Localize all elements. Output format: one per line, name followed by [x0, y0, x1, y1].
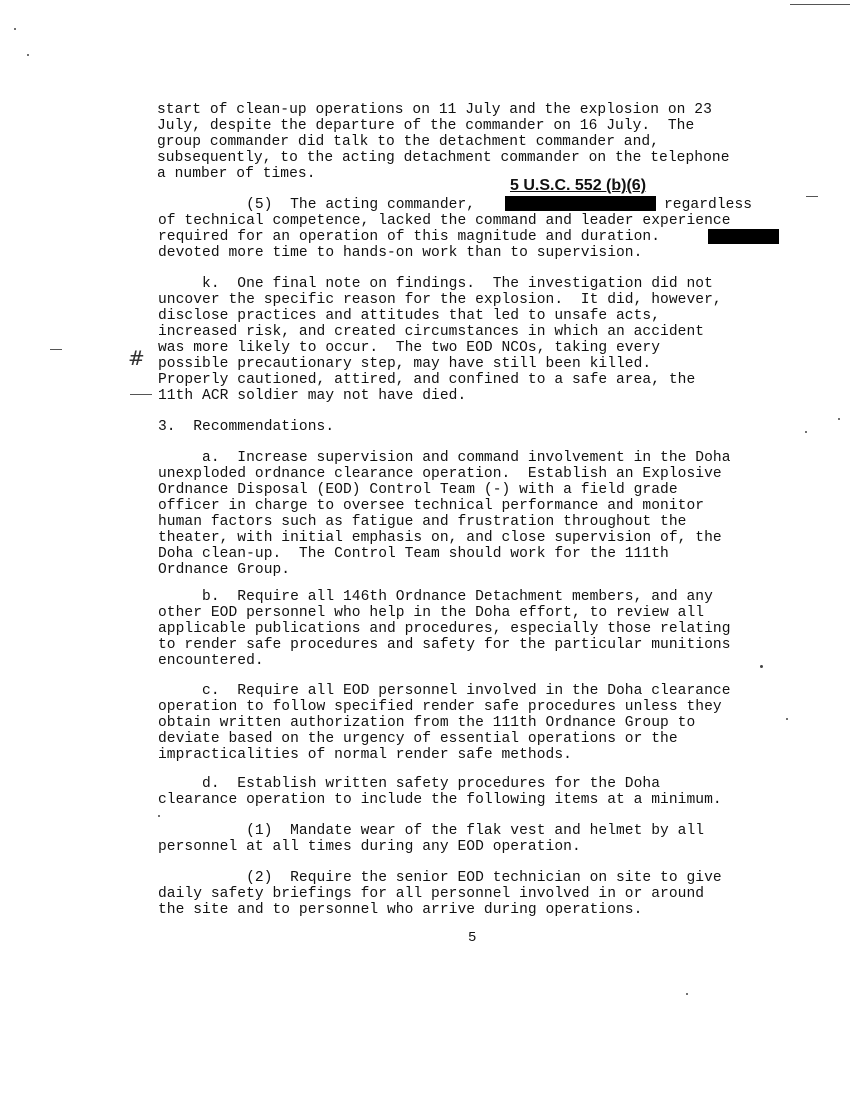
text-line: (5) The acting commander,: [158, 197, 476, 213]
scan-speck: [27, 54, 29, 56]
text-line: officer in charge to oversee technical performance and monitor: [158, 498, 705, 514]
text-line: clearance operation to include the following items at a minimum.: [158, 792, 722, 808]
redaction-box: [708, 229, 779, 244]
text-line: deviate based on the urgency of essential operations or the: [158, 731, 678, 747]
scan-artifact-line: [130, 394, 152, 395]
scan-speck: [838, 418, 840, 420]
scan-speck: [686, 993, 688, 995]
scan-artifact-line: [806, 196, 818, 197]
text-line: 11th ACR soldier may not have died.: [158, 388, 467, 404]
text-line: possible precautionary step, may have still been killed.: [158, 356, 652, 372]
text-line: encountered.: [158, 653, 264, 669]
text-line: subsequently, to the acting detachment commander on the telephone: [157, 150, 730, 166]
scan-artifact-line: [790, 4, 850, 5]
text-line: impracticalities of normal render safe methods.: [158, 747, 572, 763]
text-line: Ordnance Disposal (EOD) Control Team (-) with a field grade: [158, 482, 678, 498]
text-line: b. Require all 146th Ordnance Detachment members, and any: [158, 589, 713, 605]
scan-speck: [760, 665, 763, 668]
foia-exemption-stamp: 5 U.S.C. 552 (b)(6): [510, 177, 647, 194]
text-line: a number of times.: [157, 166, 316, 182]
text-line: increased risk, and created circumstances in which an accident: [158, 324, 705, 340]
text-line: personnel at all times during any EOD operation.: [158, 839, 581, 855]
scan-artifact-line: [50, 349, 62, 350]
section-heading: 3. Recommendations.: [158, 419, 335, 435]
text-line: unexploded ordnance clearance operation. Establish an Explosive: [158, 466, 722, 482]
handwritten-margin-mark: #: [128, 346, 145, 370]
redaction-box: [505, 196, 656, 211]
text-line: July, despite the departure of the commander on 16 July. The: [157, 118, 695, 134]
text-line: Ordnance Group.: [158, 562, 291, 578]
text-line: the site and to personnel who arrive during operations.: [158, 902, 643, 918]
text-line: daily safety briefings for all personnel involved in or around: [158, 886, 705, 902]
scan-speck: [158, 815, 160, 817]
text-line: uncover the specific reason for the explosion. It did, however,: [158, 292, 722, 308]
text-line: a. Increase supervision and command involvement in the Doha: [158, 450, 731, 466]
scan-speck: [805, 431, 807, 433]
text-line: theater, with initial emphasis on, and close supervision of, the: [158, 530, 722, 546]
text-line: required for an operation of this magnitude and duration.: [158, 229, 661, 245]
text-line: operation to follow specified render safe procedures unless they: [158, 699, 722, 715]
text-line: human factors such as fatigue and frustration throughout the: [158, 514, 687, 530]
text-line: c. Require all EOD personnel involved in the Doha clearance: [158, 683, 731, 699]
text-line: d. Establish written safety procedures for the Doha: [158, 776, 661, 792]
text-line: was more likely to occur. The two EOD NCOs, taking every: [158, 340, 661, 356]
text-line: applicable publications and procedures, especially those relating: [158, 621, 731, 637]
scan-speck: [14, 28, 16, 30]
text-line: group commander did talk to the detachment commander and,: [157, 134, 660, 150]
text-line: (1) Mandate wear of the flak vest and helmet by all: [158, 823, 705, 839]
text-line: Properly cautioned, attired, and confined to a safe area, the: [158, 372, 696, 388]
text-line: regardless: [664, 197, 753, 213]
page-number: 5: [468, 930, 477, 946]
text-line: Doha clean-up. The Control Team should work for the 111th: [158, 546, 669, 562]
text-line: start of clean-up operations on 11 July and the explosion on 23: [157, 102, 712, 118]
text-line: obtain written authorization from the 111th Ordnance Group to: [158, 715, 696, 731]
text-line: (2) Require the senior EOD technician on site to give: [158, 870, 722, 886]
text-line: of technical competence, lacked the command and leader experience: [158, 213, 731, 229]
text-line: to render safe procedures and safety for the particular munitions: [158, 637, 731, 653]
scan-speck: [786, 718, 788, 720]
text-line: devoted more time to hands-on work than to supervision.: [158, 245, 643, 261]
text-line: disclose practices and attitudes that led to unsafe acts,: [158, 308, 661, 324]
text-line: k. One final note on findings. The investigation did not: [158, 276, 713, 292]
text-line: other EOD personnel who help in the Doha effort, to review all: [158, 605, 705, 621]
